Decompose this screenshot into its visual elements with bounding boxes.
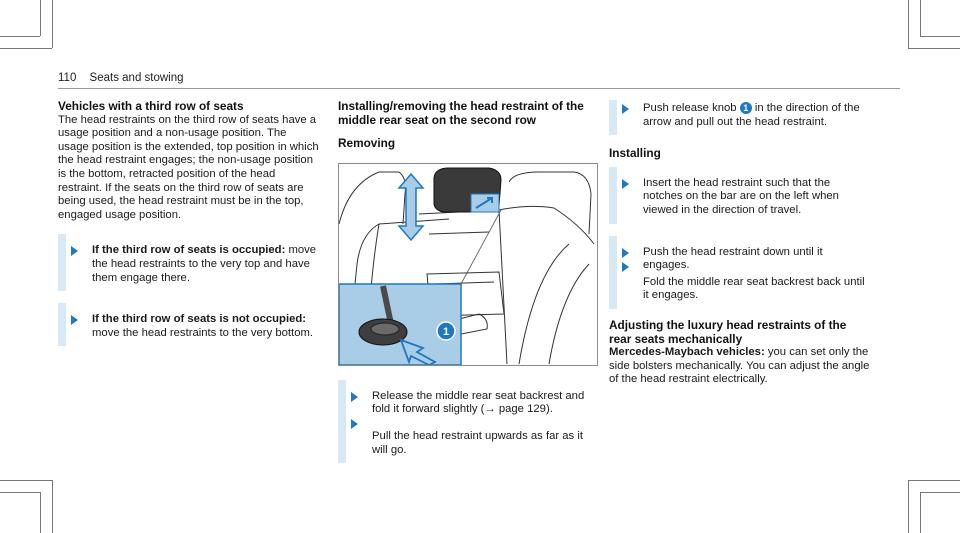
crop-mark [908,48,960,49]
condition-label: If the third row of seats is occupied: [92,244,286,257]
step-arrow-icon [622,104,629,114]
step-arrow-icon [622,179,629,189]
column-3 [609,100,871,387]
page-reference-link[interactable]: → page 129 [484,403,546,416]
crop-mark [0,480,52,481]
heading-installing-removing: Installing/removing the head restraint of the middle rear seat on the second row [338,99,584,127]
heading-third-row: Vehicles with a third row of seats [58,99,244,113]
step-arrow-icon [71,246,78,256]
crop-mark [920,36,960,37]
step-arrow-icon [351,392,358,402]
crop-mark [40,0,41,36]
instruction-step-occupied [58,234,320,291]
crop-mark [920,0,921,36]
instruction-step-insert [609,167,871,224]
crop-mark [52,480,53,533]
step-arrow-icon [622,262,629,272]
crop-mark [0,36,40,37]
crop-mark [908,0,909,48]
maybach-paragraph [609,346,871,387]
instruction-steps-engage [609,236,871,309]
instruction-step-release-knob [609,100,871,135]
crop-mark [52,0,53,48]
step-text: ). [545,403,553,416]
intro-paragraph: The head restraints on the third row of seats have a usage position and a non-usage position. The usage position is the extended, top position in which the head restraint engages; the non-usage position is the bottom, retracted position of the head restraint. If the seats on the third row of seats are being used, the head restraint must be in the top, engaged usage position. [58,113,319,221]
condition-label: Mercedes-Maybach vehicles: [609,346,765,359]
page-header [58,72,184,84]
heading-luxury-head-restraints: Adjusting the luxury head restraints of the rear seats mechanically [609,317,847,346]
step-text: Release the middle rear seat backrest and fold it forward slightly ( [372,389,585,416]
step-arrow-icon [71,315,78,325]
header-divider [58,88,900,89]
step-text: Pull the head restraint upwards as far as it will go. [372,429,583,456]
instruction-step-not-occupied [58,303,320,346]
section-title: Seats and stowing [89,72,184,84]
callout-number: 1 [442,325,450,338]
step-text: Insert the head restraint such that the notches on the bar are on the left when viewed in the direction of travel. [643,176,839,216]
column-2 [338,100,600,463]
step-text: Push release knob [643,102,740,114]
step-text: move the head restraints to the very top and have them engage there. [92,244,317,284]
crop-mark [920,492,960,493]
step-text: Push the head restraint down until it engages. [643,245,823,272]
step-text: move the head restraints to the very bottom. [92,326,314,339]
step-arrow-icon [351,419,358,429]
crop-mark [920,492,921,533]
seat-diagram [339,164,597,365]
head-restraint-illustration [338,163,598,366]
crop-mark [40,492,41,533]
instruction-steps-removing [338,380,600,463]
subheading-installing: Installing [609,146,661,161]
page-number: 110 [58,72,77,84]
crop-mark [0,48,52,49]
step-text: Fold the middle rear seat backrest back until it engages. [643,275,865,302]
column-1 [58,100,320,346]
step-text: in the direction of the arrow and pull out the head restraint. [643,102,860,128]
paragraph-text: you can set only the side bolsters mechanically. You can adjust the angle of the head restraint electrically. [609,346,870,386]
subheading-removing: Removing [338,136,396,151]
callout-badge: 1 [740,102,752,114]
crop-mark [0,492,40,493]
crop-mark [908,480,960,481]
crop-mark [908,480,909,533]
condition-label: If the third row of seats is not occupied: [92,313,307,326]
step-arrow-icon [622,248,629,258]
